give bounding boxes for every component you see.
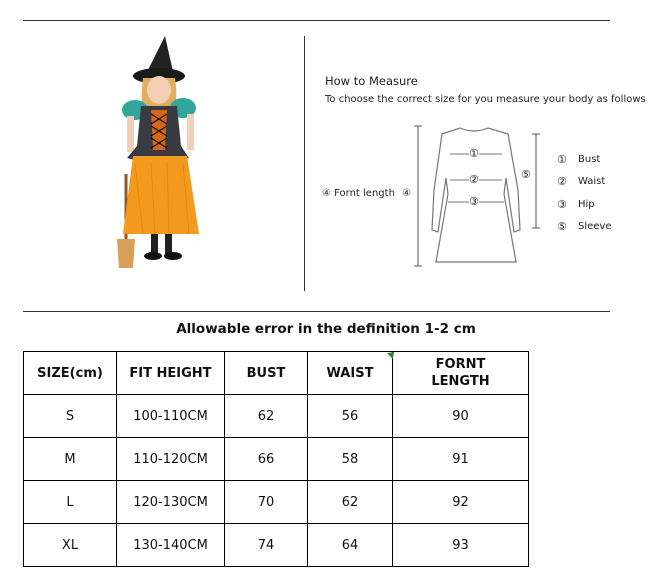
size-chart-table [23, 351, 529, 567]
legend-item-sleeve: ⑤ Sleeve [557, 220, 612, 234]
left-leg [151, 234, 158, 254]
table-row [24, 395, 529, 438]
header-front-length: FORNT LENGTH [393, 352, 529, 395]
cell-front-length: 92 [393, 481, 529, 524]
header-waist: WAIST [308, 352, 393, 395]
cell-waist: 58 [308, 438, 393, 481]
measure-legend [557, 148, 612, 238]
front-length-number: ④ [402, 188, 412, 199]
cell-bust: 70 [225, 481, 308, 524]
front-length-text: ④ Fornt length [322, 188, 395, 199]
divider-line [304, 36, 305, 291]
left-arm [127, 116, 134, 152]
cell-waist: 62 [308, 481, 393, 524]
cell-fit-height: 110-120CM [117, 438, 225, 481]
legend-item-bust: ① Bust [557, 152, 601, 166]
cell-front-length: 93 [393, 524, 529, 567]
size-chart-caption: Allowable error in the definition 1-2 cm [176, 321, 476, 337]
front-length-label [322, 188, 411, 199]
how-to-measure-subtitle: To choose the correct size for you measure your body as follows [325, 94, 646, 105]
face [147, 76, 171, 104]
cell-front-length: 90 [393, 395, 529, 438]
cell-fit-height: 120-130CM [117, 481, 225, 524]
table-header-row [24, 352, 529, 395]
waist-marker: ② [469, 173, 479, 186]
dress-diagram [408, 120, 548, 270]
header-bust: BUST [225, 352, 308, 395]
cell-front-length: 91 [393, 438, 529, 481]
table-row [24, 524, 529, 567]
cell-bust: 66 [225, 438, 308, 481]
right-arm [187, 114, 194, 150]
cell-size: M [24, 438, 117, 481]
table-row [24, 481, 529, 524]
top-rule [23, 20, 610, 21]
left-shoe [144, 252, 162, 260]
product-photo [47, 34, 287, 272]
legend-item-hip: ③ Hip [557, 197, 595, 211]
header-fit-height: FIT HEIGHT [117, 352, 225, 395]
cell-size: XL [24, 524, 117, 567]
cell-size: S [24, 395, 117, 438]
table-row [24, 438, 529, 481]
cell-waist: 64 [308, 524, 393, 567]
right-leg [165, 234, 172, 254]
hip-marker: ③ [469, 195, 479, 208]
cell-size: L [24, 481, 117, 524]
cell-bust: 74 [225, 524, 308, 567]
cell-fit-height: 130-140CM [117, 524, 225, 567]
right-shoe [164, 252, 182, 260]
middle-rule [23, 311, 610, 312]
legend-item-waist: ② Waist [557, 175, 606, 189]
header-size: SIZE(cm) [24, 352, 117, 395]
broom-head [117, 239, 135, 268]
cell-bust: 62 [225, 395, 308, 438]
cell-fit-height: 100-110CM [117, 395, 225, 438]
witch-costume-illustration [47, 34, 287, 272]
cell-waist: 56 [308, 395, 393, 438]
sleeve-number: ⑤ [521, 168, 531, 181]
bust-marker: ① [469, 147, 479, 160]
how-to-measure-title: How to Measure [325, 74, 418, 88]
